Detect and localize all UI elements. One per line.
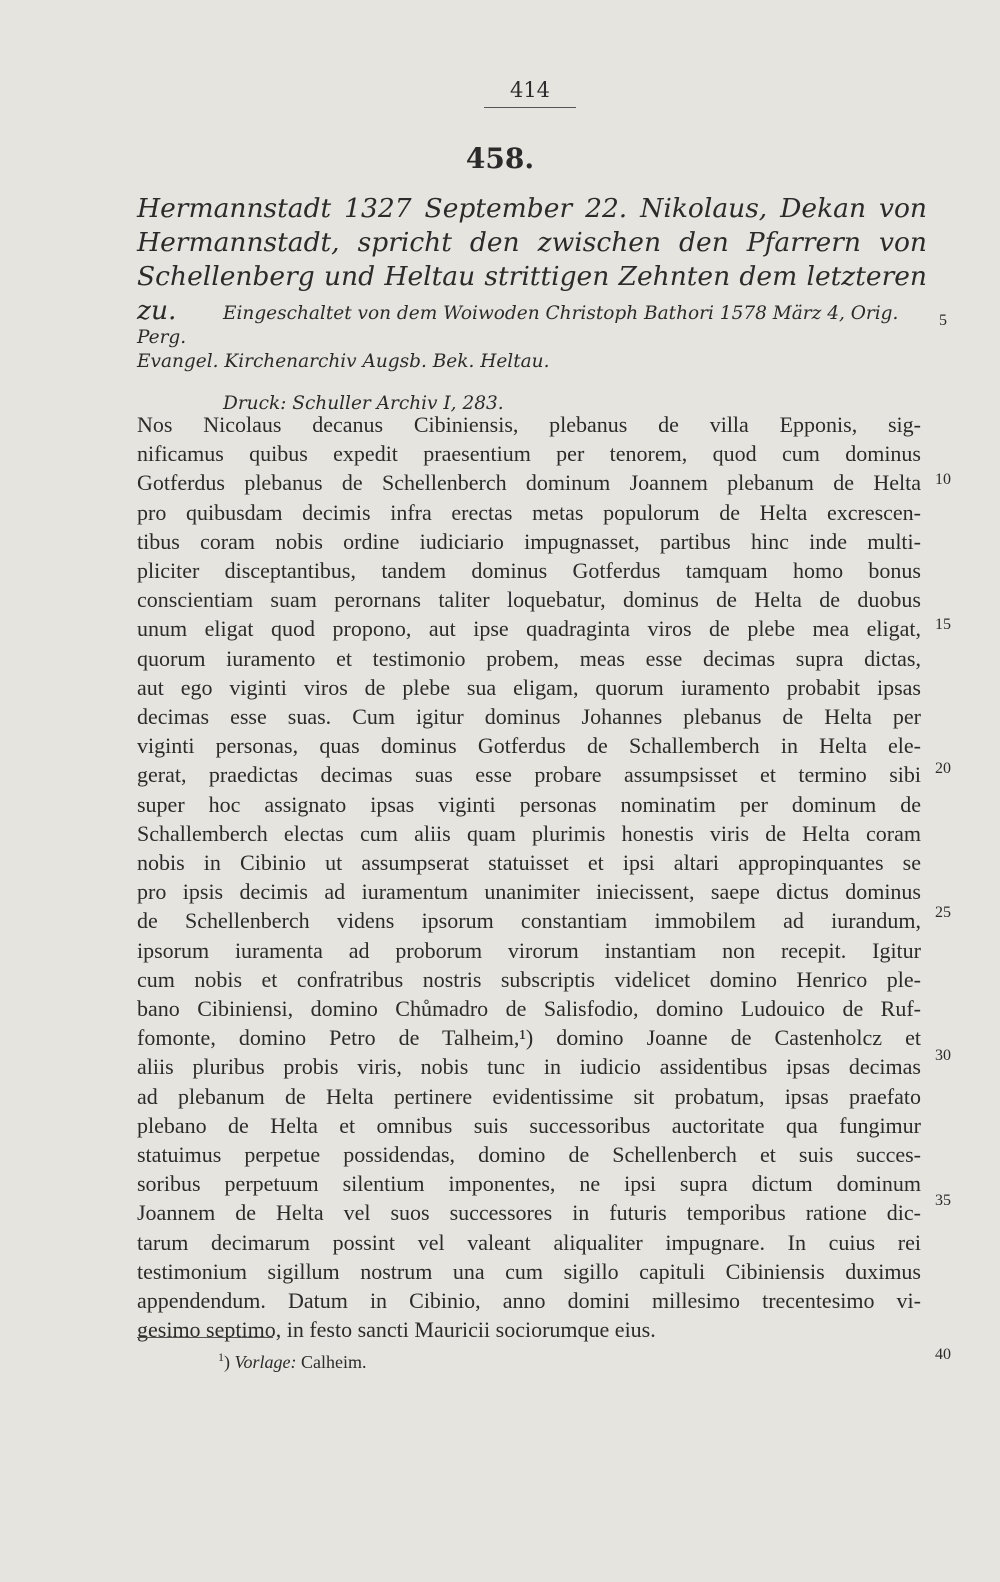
line-number: 10 [935, 471, 951, 488]
text-line: tibus coram nobis ordine iudiciario impugnasset, partibus hinc inde multi- [137, 528, 921, 554]
text-line: Schallemberch electas cum aliis quam plurimis honestis viris de Helta coram [137, 820, 921, 846]
text-line: appendendum. Datum in Cibinio, anno domini millesimo trecentesimo vi- [137, 1288, 921, 1314]
text-line: plebano de Helta et omnibus suis successoribus auctoritate qua fungimur [137, 1112, 921, 1138]
text-line: bano Cibiniensi, domino Chůmadro de Salisfodio, domino Ludouico de Ruf- [137, 996, 921, 1022]
text-line: pliciter disceptantibus, tandem dominus Gotferdus tamquam homo bonus [137, 558, 921, 584]
line-number: 5 [939, 312, 947, 329]
text-line: gerat, praedictas decimas suas esse probare assumpsisset et termino sibi [137, 762, 921, 788]
text-line: nobis in Cibinio ut assumpserat statuisset et ipsi altari appropinquantes se [137, 850, 921, 876]
text-line: statuimus perpetue possidendas, domino de Schellenberch et suis succes- [137, 1142, 921, 1168]
text-line: aut ego viginti viros de plebe sua eligam, quorum iuramento probabit ipsas [137, 674, 921, 700]
footnote [218, 1350, 367, 1373]
text-line: quorum iuramento et testimonio probem, meas esse decimas supra dictas, [137, 645, 921, 671]
text-line: super hoc assignato ipsas viginti personas nominatim per dominum de [137, 791, 921, 817]
page-number: 414 [484, 78, 576, 108]
text-line: ad plebanum de Helta pertinere evidentissime sit probatum, ipsas praefato [137, 1083, 921, 1109]
text-line: unum eligat quod propono, aut ipse quadraginta viros de plebe mea eligat, [137, 616, 921, 642]
footnote-text: Calheim. [301, 1352, 367, 1372]
text-line: fomonte, domino Petro de Talheim,¹) domino Joanne de Castenholcz et [137, 1025, 921, 1051]
document-number: 458. [465, 142, 535, 175]
footnote-label: Vorlage: [234, 1352, 297, 1372]
line-number: 30 [935, 1047, 951, 1064]
text-line: pro quibusdam decimis infra erectas metas populorum de Helta excrescen- [137, 499, 921, 525]
line-number: 35 [935, 1192, 951, 1209]
text-line: aliis pluribus probis viris, nobis tunc in iudicio assidentibus ipsas decimas [137, 1054, 921, 1080]
text-line: decimas esse suas. Cum igitur dominus Johannes plebanus de Helta per [137, 704, 921, 730]
print-reference: Druck: Schuller Archiv I, 283. [223, 393, 504, 414]
text-line: nificamus quibus expedit praesentium per tenorem, quod cum dominus [137, 441, 921, 467]
text-line: cum nobis et confratribus nostris subscriptis videlicet domino Henrico ple- [137, 966, 921, 992]
text-line: gesimo septimo, in festo sancti Mauricii sociorumque eius. [137, 1317, 656, 1343]
text-line: conscientiam suam perornans taliter loquebatur, dominus de Helta de duobus [137, 587, 921, 613]
text-line: Gotferdus plebanus de Schellenberch dominum Joannem plebanum de Helta [137, 470, 921, 496]
text-line: de Schellenberch videns ipsorum constantiam immobilem ad iurandum, [137, 908, 921, 934]
source-notes [137, 302, 927, 416]
text-line: viginti personas, quas dominus Gotferdus de Schallemberch in Helta ele- [137, 733, 921, 759]
line-number: 40 [935, 1346, 951, 1363]
footnote-rule [137, 1337, 273, 1338]
source-line-1: Eingeschaltet von dem Woiwoden Christoph Bathori 1578 März 4, Orig. Perg. [137, 303, 899, 348]
text-line: testimonium sigillum nostrum una cum sigillo capituli Cibiniensis duximus [137, 1258, 921, 1284]
footnote-marker: $^1$) [218, 1350, 230, 1372]
source-line-2: Evangel. Kirchenarchiv Augsb. Bek. Heltau. [137, 351, 550, 372]
charter-text [137, 410, 921, 1345]
text-line: Nos Nicolaus decanus Cibiniensis, plebanus de villa Epponis, sig- [137, 412, 921, 437]
text-line: ipsorum iuramenta ad proborum virorum instantiam non recepit. Igitur [137, 937, 921, 963]
text-line: Joannem de Helta vel suos successores in futuris temporibus ratione dic- [137, 1200, 921, 1226]
text-line: soribus perpetuum silentium imponentes, ne ipsi supra dictum dominum [137, 1171, 921, 1197]
text-line: tarum decimarum possint vel valeant aliqualiter impugnare. In cuius rei [137, 1229, 921, 1255]
text-line: pro ipsis decimis ad iuramentum unanimiter iniecissent, saepe dictus dominus [137, 879, 921, 905]
line-number: 20 [935, 760, 951, 777]
document-heading: Hermannstadt 1327 September 22. Nikolaus, Dekan von Hermannstadt, spricht den zwischen den Pfarrern von Schellenberg und Heltau strittigen Zehnten dem letzteren zu. [137, 193, 927, 326]
line-number: 15 [935, 616, 951, 633]
line-number: 25 [935, 904, 951, 921]
